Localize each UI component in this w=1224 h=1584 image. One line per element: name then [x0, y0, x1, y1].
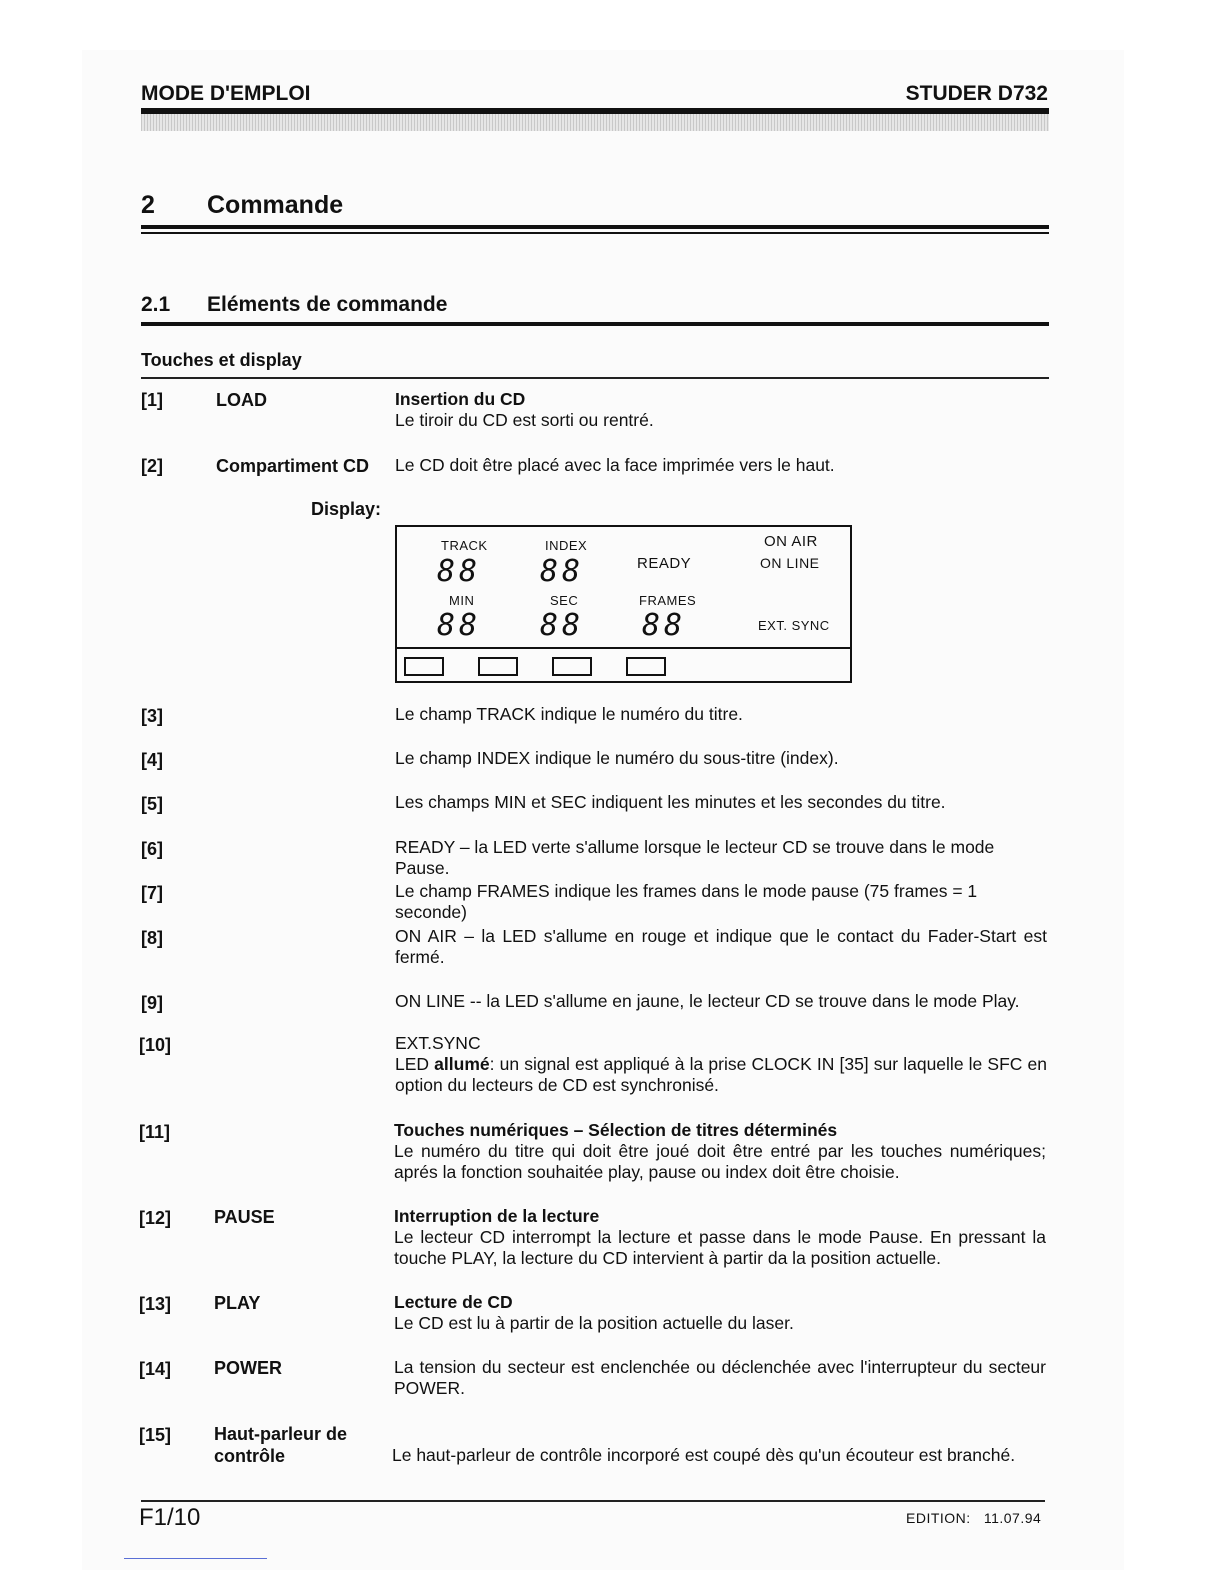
display-divider — [397, 647, 850, 649]
section-rule — [141, 322, 1049, 326]
chapter-title: Commande — [207, 191, 344, 219]
item-number: [5] — [141, 794, 163, 814]
item-key: Haut-parleur de contrôle — [214, 1424, 348, 1466]
display-key — [478, 657, 518, 676]
item-description — [394, 1120, 1046, 1183]
chapter-rule — [141, 225, 1049, 229]
display-diagram — [395, 525, 852, 683]
item-description — [394, 1292, 1046, 1334]
index-digits: 88 — [540, 554, 585, 589]
item-title: Touches numériques – Sélection de titres déterminés — [394, 1120, 838, 1140]
display-label: Display: — [311, 499, 382, 519]
item-text: ON AIR – la LED s'allume en rouge et indique que le contact du Fader-Start est fermé. — [395, 926, 1047, 967]
item-title: Insertion du CD — [395, 389, 526, 409]
item-key: POWER — [214, 1358, 283, 1378]
item-number: [8] — [141, 928, 163, 948]
header-left: MODE D'EMPLOI — [141, 82, 311, 105]
item-number: [1] — [141, 390, 163, 410]
ext-sync-label: EXT. SYNC — [758, 618, 830, 633]
item-number: [9] — [141, 993, 163, 1013]
item-text: Le CD est lu à partir de la position actuelle du laser. — [394, 1313, 794, 1333]
item-number: [12] — [139, 1208, 172, 1228]
item-text: Le CD doit être placé avec la face imprimée vers le haut. — [395, 455, 835, 475]
item-description — [395, 1033, 1047, 1096]
item-number: [15] — [139, 1425, 172, 1445]
min-digits: 88 — [437, 608, 482, 643]
header-band — [141, 114, 1049, 131]
track-label: TRACK — [441, 538, 488, 553]
item-text: Le tiroir du CD est sorti ou rentré. — [395, 410, 654, 430]
min-label: MIN — [449, 593, 475, 608]
sec-label: SEC — [550, 593, 579, 608]
frames-label: FRAMES — [639, 593, 697, 608]
item-key: Compartiment CD — [216, 456, 370, 476]
item-number: [11] — [139, 1122, 171, 1142]
item-key: PLAY — [214, 1293, 261, 1313]
item-text: READY – la LED verte s'allume lorsque le lecteur CD se trouve dans le mode Pause. — [395, 837, 995, 878]
item-number: [7] — [141, 883, 163, 903]
item-title: Interruption de la lecture — [394, 1206, 600, 1226]
item-key: LOAD — [216, 390, 267, 410]
chapter-rule-thin — [141, 232, 1049, 234]
item-text: Le champ INDEX indique le numéro du sous-titre (index). — [395, 748, 839, 768]
section-number: 2.1 — [141, 293, 171, 316]
item-text: Les champs MIN et SEC indiquent les minutes et les secondes du titre. — [395, 792, 946, 812]
item-title: Lecture de CD — [394, 1292, 513, 1312]
item-number: [13] — [139, 1294, 172, 1314]
section-title: Eléments de commande — [207, 293, 448, 316]
item-number: [14] — [139, 1359, 172, 1379]
item-text: La tension du secteur est enclenchée ou déclenchée avec l'interrupteur du secteur POWER. — [394, 1357, 1046, 1398]
item-text: Le champ FRAMES indique les frames dans le mode pause (75 frames = 1 seconde) — [395, 881, 978, 922]
ready-label: READY — [637, 555, 692, 572]
on-air-label: ON AIR — [764, 533, 818, 550]
item-text: LED allumé: un signal est appliqué à la prise CLOCK IN [35] sur laquelle le SFC en option du lecteurs de CD est synchronisé. — [395, 1054, 1047, 1095]
track-digits: 88 — [437, 554, 482, 589]
item-title: EXT.SYNC — [395, 1033, 481, 1053]
item-number: [2] — [141, 456, 163, 476]
item-text: Le champ TRACK indique le numéro du titre. — [395, 704, 743, 724]
display-key — [404, 657, 444, 676]
item-text: Le haut-parleur de contrôle incorporé est coupé dès qu'un écouteur est branché. — [392, 1445, 1016, 1465]
edition-info: EDITION: 11.07.94 — [906, 1510, 1042, 1526]
item-text: ON LINE -- la LED s'allume en jaune, le lecteur CD se trouve dans le mode Play. — [395, 991, 1020, 1011]
item-key: PAUSE — [214, 1207, 275, 1227]
footer-link-underline — [124, 1558, 267, 1559]
on-line-label: ON LINE — [760, 555, 820, 571]
item-number: [10] — [139, 1035, 172, 1055]
item-text: Le numéro du titre qui doit être joué doit être entré par les touches numériques; aprés la fonction souhaitée play, pause ou index doit être choisie. — [394, 1141, 1046, 1182]
item-text: Le lecteur CD interrompt la lecture et passe dans le mode Pause. En pressant la touche PLAY, la lecture du CD intervient à partir da la position actuelle. — [394, 1227, 1046, 1268]
index-label: INDEX — [545, 538, 588, 553]
frames-digits: 88 — [642, 608, 687, 643]
subsection-title: Touches et display — [141, 350, 302, 370]
item-description — [395, 389, 1047, 431]
page-number: F1/10 — [139, 1504, 201, 1531]
item-number: [3] — [141, 706, 163, 726]
item-number: [6] — [141, 839, 163, 859]
subsection-rule — [141, 377, 1049, 379]
item-description — [394, 1206, 1046, 1269]
display-key — [626, 657, 666, 676]
display-key — [552, 657, 592, 676]
item-number: [4] — [141, 750, 163, 770]
header-right: STUDER D732 — [905, 82, 1048, 105]
footer-rule — [141, 1500, 1045, 1502]
sec-digits: 88 — [540, 608, 585, 643]
chapter-number: 2 — [141, 191, 155, 219]
